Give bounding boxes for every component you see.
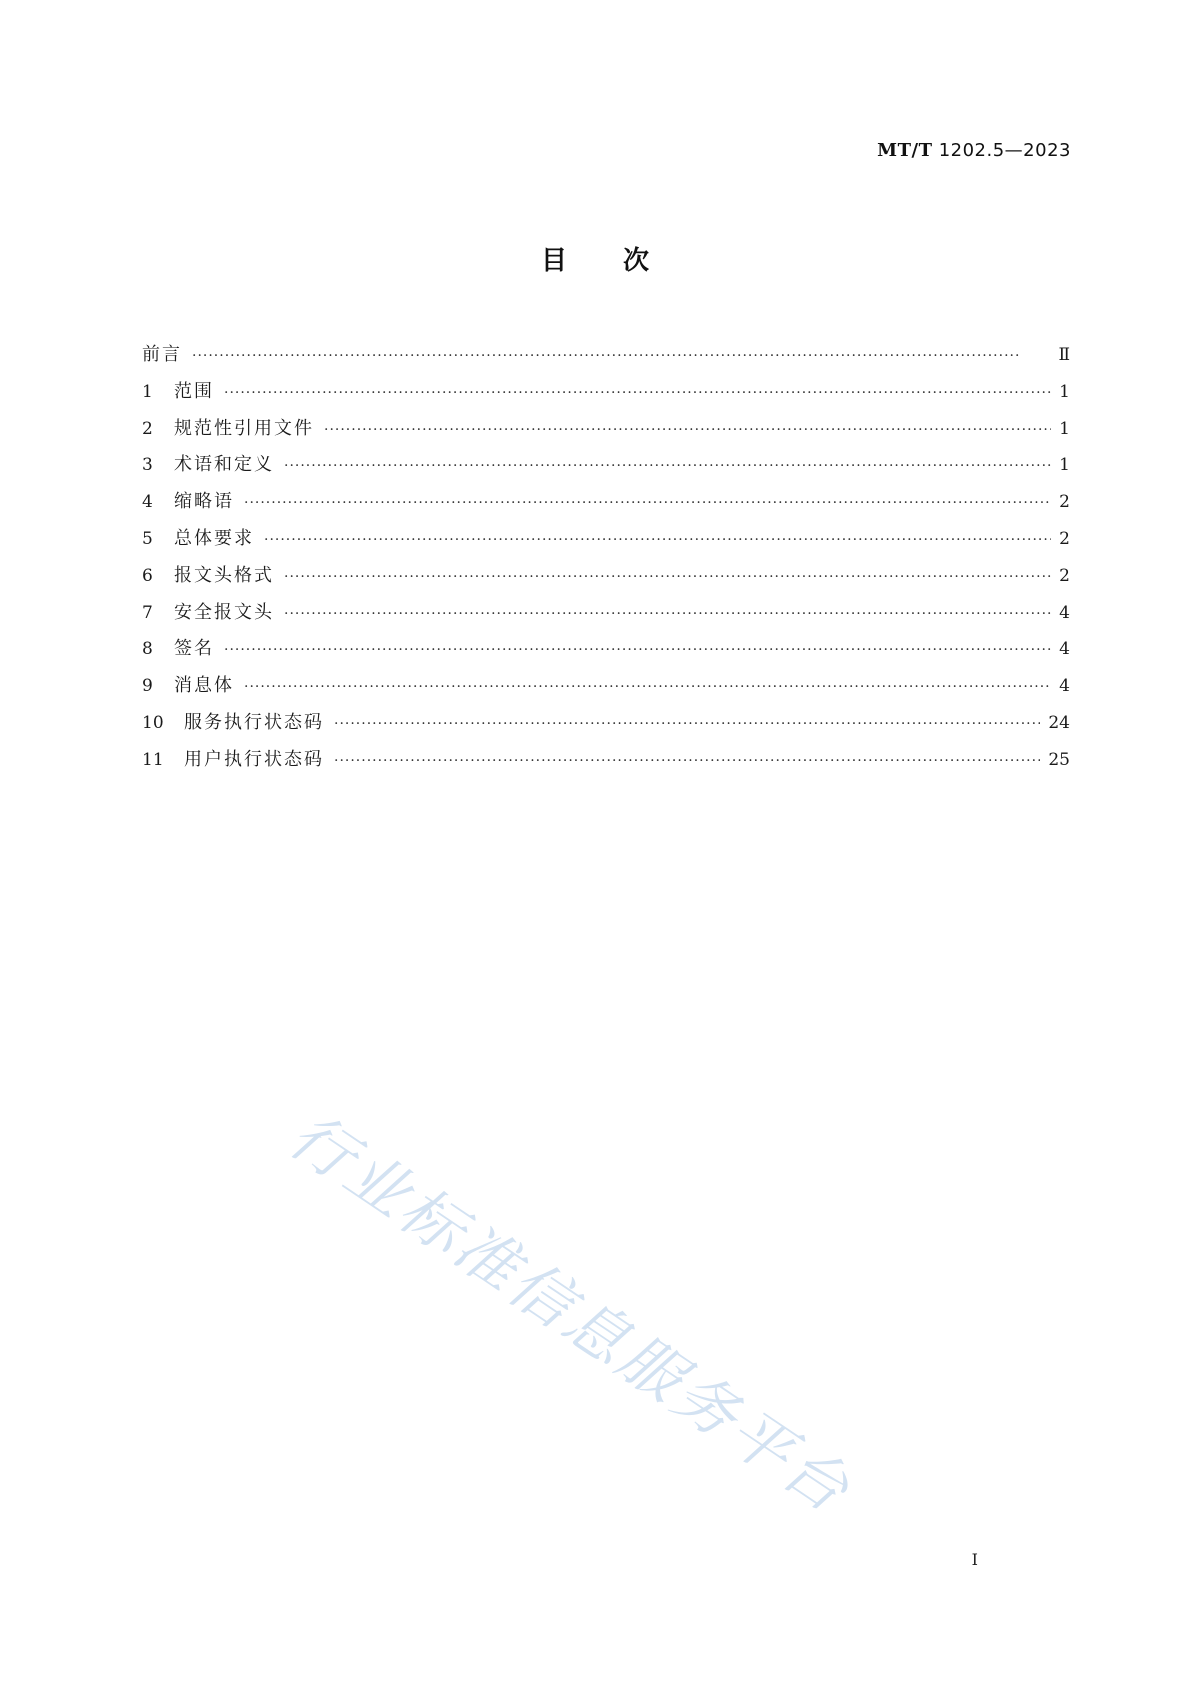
toc-title-char-1: 目 bbox=[540, 246, 567, 276]
toc-entry-label: 服务执行状态码 bbox=[184, 711, 324, 733]
toc-entry-label: 总体要求 bbox=[174, 527, 254, 549]
toc-leader-dots bbox=[244, 679, 1051, 695]
toc-entry-11[interactable] bbox=[142, 745, 1070, 782]
toc-entry-page: 25 bbox=[1048, 749, 1070, 770]
standard-code-number: 1202.5—2023 bbox=[938, 140, 1071, 161]
toc-leader-dots bbox=[244, 495, 1051, 511]
table-of-contents bbox=[142, 340, 1070, 782]
toc-entry-5[interactable] bbox=[142, 524, 1070, 561]
toc-entry-label: 术语和定义 bbox=[174, 454, 274, 476]
toc-entry-number: 1 bbox=[142, 381, 153, 402]
toc-entry-page: 2 bbox=[1059, 492, 1070, 513]
toc-entry-label: 报文头格式 bbox=[174, 564, 274, 586]
toc-entry-label: 规范性引用文件 bbox=[174, 417, 314, 439]
toc-entry-8[interactable] bbox=[142, 634, 1070, 671]
toc-entry-7[interactable] bbox=[142, 598, 1070, 635]
toc-entry-label: 消息体 bbox=[174, 675, 234, 697]
toc-entry-number: 10 bbox=[142, 712, 164, 733]
toc-entry-page: 4 bbox=[1059, 602, 1070, 623]
toc-entry-number: 7 bbox=[142, 602, 153, 623]
toc-leader-dots bbox=[284, 569, 1051, 585]
toc-entry-label: 前言 bbox=[142, 344, 182, 365]
toc-entry-preface[interactable] bbox=[142, 340, 1070, 377]
toc-entry-10[interactable] bbox=[142, 708, 1070, 745]
toc-entry-4[interactable] bbox=[142, 487, 1070, 524]
toc-entry-page: 4 bbox=[1059, 639, 1070, 660]
toc-leader-dots bbox=[224, 642, 1051, 658]
toc-entry-number: 4 bbox=[142, 492, 153, 513]
toc-title bbox=[0, 240, 1190, 277]
toc-entry-2[interactable] bbox=[142, 414, 1070, 451]
toc-leader-dots bbox=[264, 532, 1051, 548]
toc-entry-page: Ⅱ bbox=[1058, 345, 1070, 365]
toc-entry-9[interactable] bbox=[142, 671, 1070, 708]
toc-entry-label: 签名 bbox=[174, 638, 214, 660]
toc-entry-page: 2 bbox=[1059, 565, 1070, 586]
toc-entry-number: 6 bbox=[142, 565, 153, 586]
toc-entry-page: 2 bbox=[1059, 528, 1070, 549]
toc-title-char-2: 次 bbox=[623, 246, 650, 276]
toc-leader-dots bbox=[284, 606, 1051, 622]
toc-entry-page: 1 bbox=[1059, 455, 1070, 476]
toc-leader-dots bbox=[224, 385, 1051, 401]
toc-entry-label: 范围 bbox=[174, 380, 214, 402]
standard-code bbox=[877, 140, 1071, 161]
page-number: I bbox=[971, 1550, 978, 1569]
toc-entry-label: 用户执行状态码 bbox=[184, 748, 324, 770]
toc-entry-number: 5 bbox=[142, 528, 153, 549]
watermark: 行业标准信息服务平台 bbox=[276, 1098, 865, 1528]
toc-entry-number: 3 bbox=[142, 455, 153, 476]
toc-entry-label: 安全报文头 bbox=[174, 601, 274, 623]
toc-entry-3[interactable] bbox=[142, 450, 1070, 487]
toc-entry-6[interactable] bbox=[142, 561, 1070, 598]
toc-entry-page: 1 bbox=[1059, 418, 1070, 439]
toc-entry-number: 11 bbox=[142, 749, 164, 770]
toc-leader-dots bbox=[284, 458, 1051, 474]
toc-leader-dots bbox=[334, 753, 1040, 769]
toc-entry-number: 8 bbox=[142, 639, 153, 660]
toc-leader-dots bbox=[192, 348, 1050, 364]
standard-code-prefix: MT/T bbox=[877, 140, 933, 161]
toc-leader-dots bbox=[334, 716, 1040, 732]
toc-entry-1[interactable] bbox=[142, 377, 1070, 414]
toc-entry-page: 24 bbox=[1048, 712, 1070, 733]
toc-entry-label: 缩略语 bbox=[174, 491, 234, 513]
toc-entry-page: 1 bbox=[1059, 381, 1070, 402]
toc-entry-number: 9 bbox=[142, 676, 153, 697]
toc-leader-dots bbox=[324, 422, 1051, 438]
toc-entry-number: 2 bbox=[142, 418, 153, 439]
toc-entry-page: 4 bbox=[1059, 676, 1070, 697]
